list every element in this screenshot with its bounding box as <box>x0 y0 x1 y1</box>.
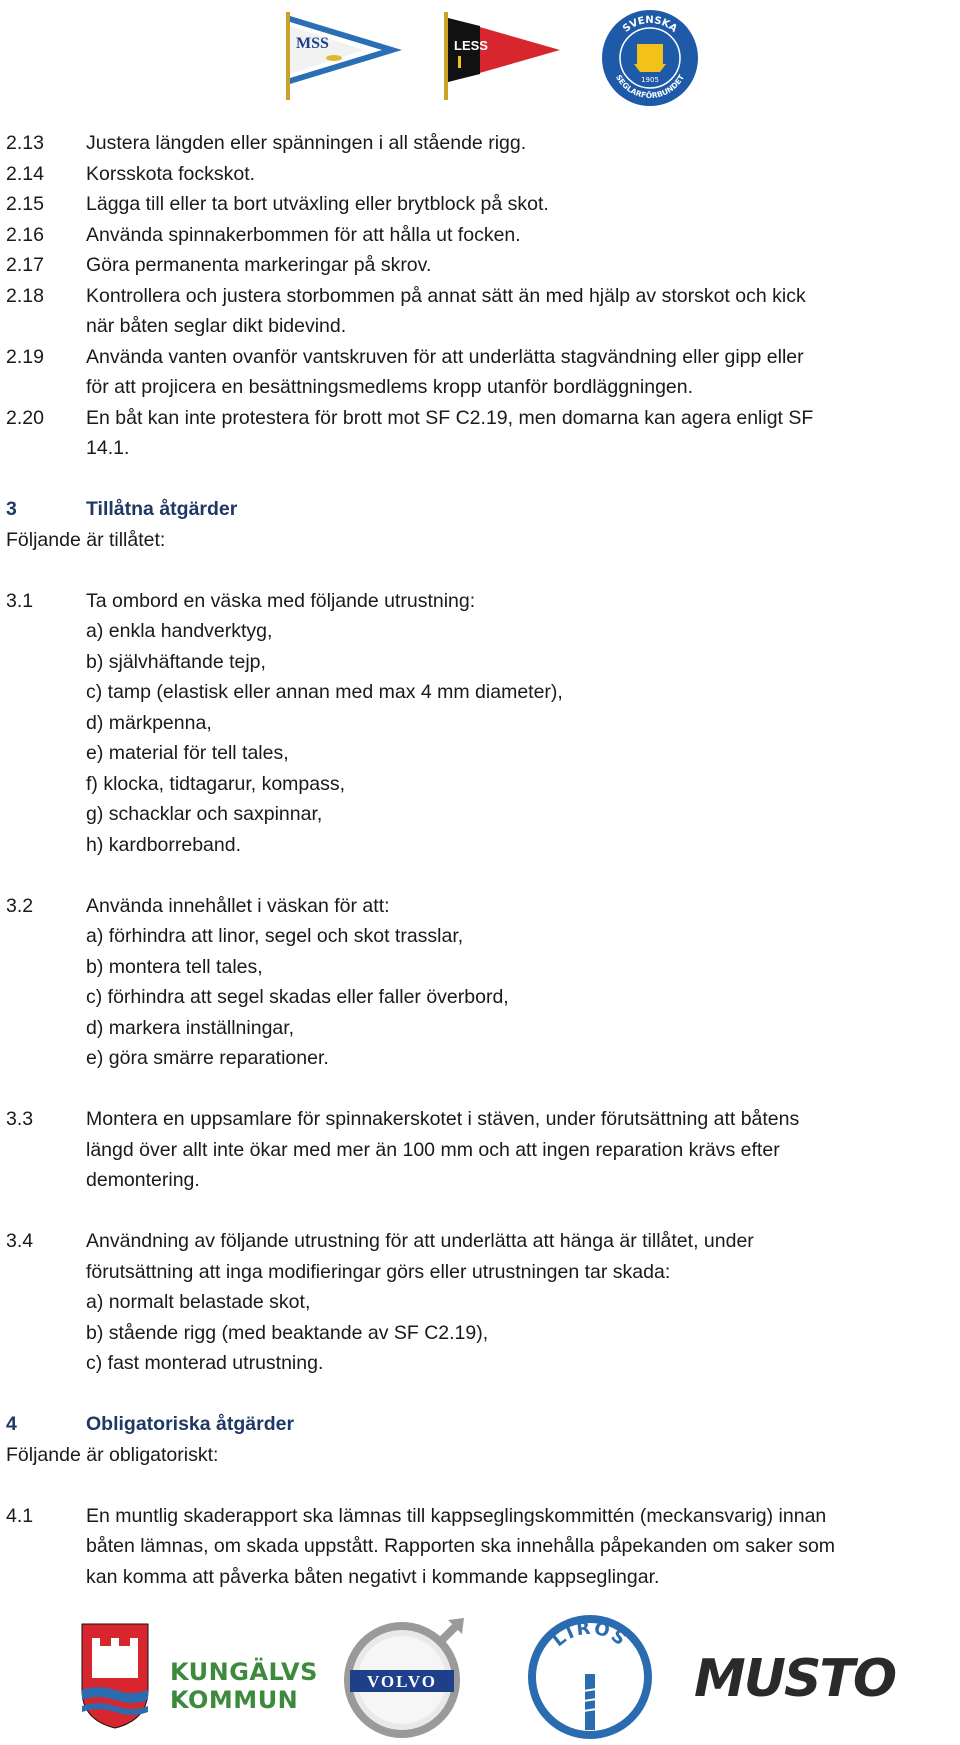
footer-logos <box>0 1600 960 1745</box>
list-item <box>6 128 954 159</box>
item-line: Kontrollera och justera storbommen på annat sätt än med hjälp av storskot och kick <box>86 284 806 307</box>
item-line: Ta ombord en väska med följande utrustning: <box>86 589 476 612</box>
item-number: 3.3 <box>6 1108 34 1130</box>
list-item <box>6 220 954 251</box>
spacer <box>6 1074 954 1105</box>
item-number: 2.16 <box>6 223 44 246</box>
list-item <box>6 891 954 1074</box>
item-number: 3.2 <box>6 894 34 917</box>
spacer <box>6 464 954 495</box>
list-item <box>6 159 954 190</box>
item-line: Användning av följande utrustning för att underlätta att hänga är tillåtet, under <box>86 1230 754 1252</box>
spacer <box>6 555 954 586</box>
list-item <box>6 1501 954 1593</box>
svg-text:SEGLARFÖRBUNDET: SEGLARFÖRBUNDET <box>613 73 687 101</box>
item-number: 2.14 <box>6 162 44 185</box>
spacer <box>6 1379 954 1410</box>
item-line: h) kardborreband. <box>86 833 242 856</box>
item-number: 2.13 <box>6 132 44 154</box>
item-line: förutsättning att inga modifieringar görs eller utrustningen tar skada: <box>86 1260 671 1283</box>
item-number: 2.19 <box>6 345 44 368</box>
volvo-logo <box>340 1612 470 1742</box>
item-number: 4.1 <box>6 1504 34 1527</box>
kungalvs-line: KUNGÄLVS <box>170 1658 318 1686</box>
item-line: b) självhäftande tejp, <box>86 650 266 673</box>
item-line: båten lämnas, om skada uppstått. Rapporten ska innehålla påpekanden om saker som <box>86 1535 836 1557</box>
section-heading <box>6 494 954 525</box>
item-line: Korsskota fockskot. <box>86 162 256 185</box>
item-line: Lägga till eller ta bort utväxling eller brytblock på skot. <box>86 193 549 215</box>
svg-text:SVENSKA: SVENSKA <box>621 14 679 35</box>
item-text <box>86 891 954 1074</box>
document-body <box>6 128 954 1592</box>
list-item <box>6 1104 954 1196</box>
item-line: d) markera inställningar, <box>86 1016 295 1039</box>
item-line: c) fast monterad utrustning. <box>86 1352 324 1374</box>
mss-pennant-logo <box>282 10 407 102</box>
kommun-line: KOMMUN <box>170 1686 299 1714</box>
item-line: f) klocka, tidtagarur, kompass, <box>86 772 346 795</box>
musto-logo <box>690 1640 910 1710</box>
liros-logo <box>525 1612 655 1742</box>
item-line: En muntlig skaderapport ska lämnas till kappseglingskommittén (meckansvarig) innan <box>86 1504 827 1527</box>
svg-text:LESS: LESS <box>454 38 488 53</box>
item-text <box>86 250 954 281</box>
item-line: Använda innehållet i väskan för att: <box>86 894 390 917</box>
section-heading <box>6 1409 954 1440</box>
item-line: e) material för tell tales, <box>86 742 289 764</box>
item-text <box>86 189 954 220</box>
item-text <box>86 586 954 861</box>
item-number: 2.20 <box>6 406 44 429</box>
section-number: 4 <box>6 1413 17 1435</box>
svg-text:VOLVO: VOLVO <box>366 1672 438 1691</box>
section-number: 3 <box>6 498 17 520</box>
item-line: a) enkla handverktyg, <box>86 620 273 642</box>
item-line: Göra permanenta markeringar på skrov. <box>86 254 432 276</box>
svg-text:1905: 1905 <box>641 76 659 84</box>
section-intro: Följande är tillåtet: <box>6 528 166 551</box>
svenska-seglarforbundet-logo <box>600 8 700 108</box>
item-text <box>86 1104 954 1196</box>
list-item <box>6 250 954 281</box>
spacer <box>6 1196 954 1227</box>
section-title: Obligatoriska åtgärder <box>86 1413 295 1435</box>
list-item <box>6 281 954 342</box>
item-text <box>86 220 954 251</box>
item-line: a) förhindra att linor, segel och skot trasslar, <box>86 925 464 947</box>
item-text <box>86 1226 954 1379</box>
item-line: g) schacklar och saxpinnar, <box>86 803 323 825</box>
svg-text:MUSTO: MUSTO <box>694 1649 896 1709</box>
item-line: Montera en uppsamlare för spinnakerskotet i stäven, under förutsättning att båtens <box>86 1108 800 1130</box>
svg-text:LIROS: LIROS <box>548 1617 632 1652</box>
item-text <box>86 403 954 464</box>
item-line: e) göra smärre reparationer. <box>86 1047 329 1069</box>
section-intro: Följande är obligatoriskt: <box>6 1443 219 1466</box>
svg-text:MSS: MSS <box>296 35 329 52</box>
item-line: Justera längden eller spänningen i all stående rigg. <box>86 132 527 154</box>
item-number: 2.17 <box>6 254 44 276</box>
item-line: En båt kan inte protestera för brott mot SF C2.19, men domarna kan agera enligt SF <box>86 406 814 429</box>
list-item <box>6 342 954 403</box>
item-number: 3.1 <box>6 589 34 612</box>
item-line: d) märkpenna, <box>86 711 212 734</box>
list-item <box>6 403 954 464</box>
item-line: Använda vanten ovanför vantskruven för att underlätta stagvändning eller gipp eller <box>86 345 804 368</box>
item-text <box>86 159 954 190</box>
item-line: för att projicera en besättningsmedlems kropp utanför bordläggningen. <box>86 376 694 398</box>
list-item <box>6 586 954 861</box>
list-item <box>6 1226 954 1379</box>
item-text <box>86 1501 954 1593</box>
spacer <box>6 860 954 891</box>
item-text <box>86 281 954 342</box>
header-logos <box>0 6 960 106</box>
item-number: 2.15 <box>6 193 44 215</box>
item-line: 14.1. <box>86 437 130 459</box>
list-item <box>6 189 954 220</box>
spacer <box>6 1470 954 1501</box>
item-text <box>86 128 954 159</box>
item-line: demontering. <box>86 1169 200 1191</box>
item-number: 3.4 <box>6 1230 34 1252</box>
item-line: b) stående rigg (med beaktande av SF C2.19), <box>86 1321 489 1344</box>
item-text <box>86 342 954 403</box>
item-line: c) förhindra att segel skadas eller faller överbord, <box>86 986 509 1008</box>
item-line: a) normalt belastade skot, <box>86 1291 311 1313</box>
item-line: längd över allt inte ökar med mer än 100 mm och att ingen reparation krävs efter <box>86 1138 780 1161</box>
section-title: Tillåtna åtgärder <box>86 498 238 520</box>
item-line: när båten seglar dikt bidevind. <box>86 315 347 337</box>
item-line: b) montera tell tales, <box>86 955 263 978</box>
kungalvs-kommun-wordmark <box>170 1658 318 1714</box>
item-line: kan komma att påverka båten negativt i kommande kappseglingar. <box>86 1565 660 1588</box>
item-number: 2.18 <box>6 284 44 307</box>
item-line: c) tamp (elastisk eller annan med max 4 mm diameter), <box>86 681 563 703</box>
less-pennant-logo <box>440 10 565 102</box>
kungalvs-kommun-shield-logo <box>78 1620 152 1730</box>
item-line: Använda spinnakerbommen för att hålla ut focken. <box>86 223 521 246</box>
